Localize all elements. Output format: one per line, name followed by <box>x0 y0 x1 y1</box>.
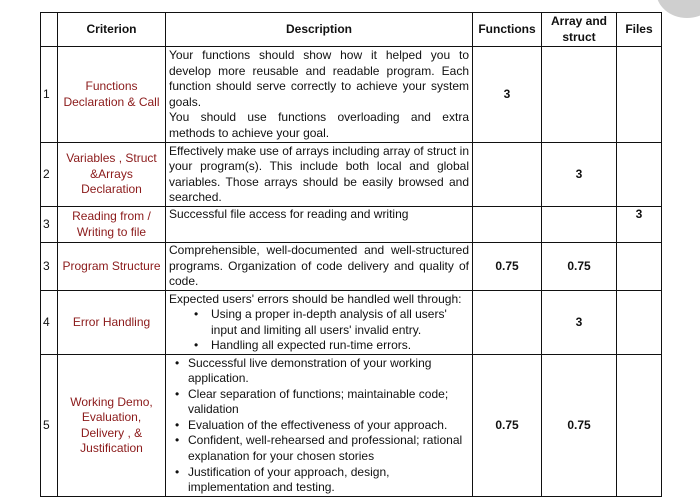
table-row <box>41 47 662 143</box>
corner-decoration <box>656 0 700 18</box>
description-cell <box>166 355 473 497</box>
bullet-item: • Clear separation of functions; maintainable code; validation <box>188 387 469 418</box>
files-score <box>617 291 662 355</box>
array-struct-score: 0.75 <box>542 243 617 291</box>
description-cell <box>166 47 473 143</box>
criterion-cell: Program Structure <box>58 243 166 291</box>
files-score <box>617 143 662 207</box>
table-row <box>41 291 662 355</box>
functions-score: 0.75 <box>473 355 542 497</box>
bullet-list <box>169 356 469 496</box>
criterion-cell: Working Demo, Evaluation, Delivery , & Justification <box>58 355 166 497</box>
description-cell <box>166 243 473 291</box>
functions-score: 3 <box>473 47 542 143</box>
files-score: 3 <box>617 207 662 243</box>
description-text: Effectively make use of arrays including array of struct in your program(s). This include both local and global variables. Those arrays should be easily browsed and searched. <box>169 143 469 205</box>
rubric-table <box>40 12 662 497</box>
files-score <box>617 355 662 497</box>
header-files: Files <box>617 13 662 47</box>
table-row <box>41 143 662 207</box>
criterion-cell: Error Handling <box>58 291 166 355</box>
header-functions: Functions <box>473 13 542 47</box>
functions-score <box>473 143 542 207</box>
bullet-item: • Successful live demonstration of your working application. <box>188 356 469 387</box>
description-text: Your functions should show how it helped you to develop more reusable and readable program. Each function should serve correctly to achieve your system goals. <box>169 47 469 109</box>
functions-score <box>473 207 542 243</box>
bullet-item: • Handling all expected run-time errors. <box>211 338 469 354</box>
description-text: You should use functions overloading and extra methods to achieve your goal. <box>169 110 469 140</box>
criterion-cell: Variables , Struct &Arrays Declaration <box>58 143 166 207</box>
row-number: 1 <box>41 47 58 143</box>
array-struct-score: 3 <box>542 143 617 207</box>
table-row <box>41 355 662 497</box>
array-struct-score <box>542 207 617 243</box>
bullet-item: • Justification of your approach, design, implementation and testing. <box>188 465 469 496</box>
row-number: 5 <box>41 355 58 497</box>
header-description: Description <box>166 13 473 47</box>
functions-score: 0.75 <box>473 243 542 291</box>
header-criterion: Criterion <box>58 13 166 47</box>
functions-score <box>473 291 542 355</box>
description-text: Comprehensible, well-documented and well-structured programs. Organization of code delivery and quality of code. <box>169 243 469 289</box>
files-score <box>617 243 662 291</box>
row-number: 4 <box>41 291 58 355</box>
criterion-cell: Reading from / Writing to file <box>58 207 166 243</box>
array-struct-score: 0.75 <box>542 355 617 497</box>
row-number: 3 <box>41 207 58 243</box>
description-cell <box>166 291 473 355</box>
bullet-item: • Confident, well-rehearsed and professional; rational explanation for your chosen stories <box>188 433 469 464</box>
description-text: Expected users' errors should be handled well through: <box>169 291 462 306</box>
header-row <box>41 13 662 47</box>
description-cell <box>166 143 473 207</box>
bullet-item: • Using a proper in-depth analysis of all users' input and limiting all users' invalid entry. <box>211 307 469 338</box>
header-number <box>41 13 58 47</box>
table-row <box>41 243 662 291</box>
description-cell <box>166 207 473 243</box>
table-row <box>41 207 662 243</box>
header-array-struct: Array and struct <box>542 13 617 47</box>
bullet-list <box>169 307 469 354</box>
bullet-item: • Evaluation of the effectiveness of your approach. <box>188 418 469 434</box>
criterion-cell: Functions Declaration & Call <box>58 47 166 143</box>
description-text: Successful file access for reading and writing <box>169 207 409 222</box>
array-struct-score <box>542 47 617 143</box>
row-number: 3 <box>41 243 58 291</box>
array-struct-score: 3 <box>542 291 617 355</box>
files-score <box>617 47 662 143</box>
row-number: 2 <box>41 143 58 207</box>
